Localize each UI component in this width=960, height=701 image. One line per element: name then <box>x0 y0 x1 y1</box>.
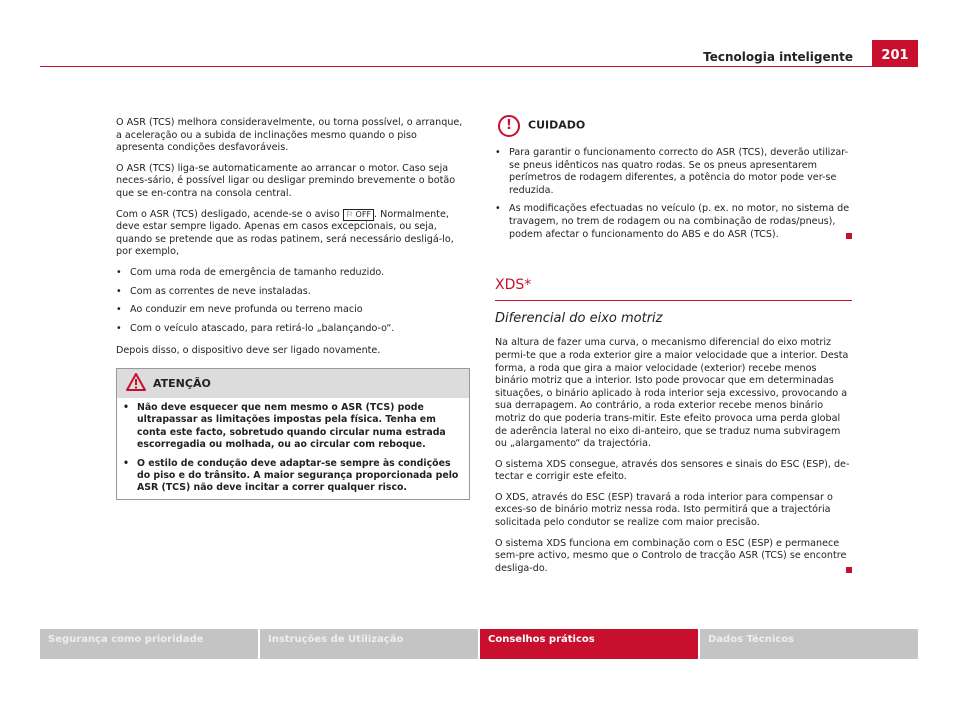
paragraph: O ASR (TCS) melhora consideravelmente, ou torna possível, o arranque, a aceleração ou a subida de inclinações mesmo quando o piso apresenta condições desfavoráveis. <box>116 117 463 154</box>
page-number: 201 <box>872 40 918 67</box>
section-end-marker <box>846 567 852 573</box>
footer-tab-seguranca[interactable]: Segurança como prioridade <box>40 629 258 659</box>
footer-tab-instrucoes[interactable]: Instruções de Utilização <box>260 629 478 659</box>
section-title: XDS* <box>495 279 852 301</box>
paragraph: Com o ASR (TCS) desligado, acende-se o aviso ⚐ OFF . Normalmente, deve estar sempre ligado. Apenas em casos excepcionais, ou seja, quando se pretende que as rodas patinem, será necessário desligá-lo, por exemplo, <box>116 208 454 258</box>
right-column <box>495 117 852 583</box>
paragraph: Na altura de fazer uma curva, o mecanismo diferencial do eixo motriz permi-te que a roda exterior gire a maior velocidade que a interior. Desta forma, a roda que gira a maior velocidade (exterior) recebe menos binário motriz que a interior. Isto pode provocar que em determinadas situações, o binário aplicado à roda interior seja excessivo, provocando a sua derrapagem. Ao contrário, a roda exterior recebe menos binário motriz do que poderia trans-mitir. Este efeito provoca uma perda global de aderência lateral no eixo di-anteiro, que se traduz numa subviragem ou „alargamento“ da trajectória. <box>495 337 849 450</box>
warning-body <box>117 398 469 495</box>
warning-item: • Não deve esquecer que nem mesmo o ASR (TCS) pode ultrapassar as limitações impostas pela física. Tenha em conta este facto, sobretudo quando circular numa estrada escorregadia ou molhada, ou ao circular com reboque. <box>123 402 461 452</box>
header-rule <box>40 66 918 67</box>
list-item: • Ao conduzir em neve profunda ou terreno macio <box>116 304 468 317</box>
section-subtitle: Diferencial do eixo motriz <box>495 310 663 326</box>
warning-triangle-icon <box>126 373 146 391</box>
paragraph: O ASR (TCS) liga-se automaticamente ao arrancar o motor. Caso seja neces-sário, é possível ligar ou desligar premindo brevemente o botão que se en-contra na consola central. <box>116 162 456 199</box>
caution-item: • As modificações efectuadas no veículo (p. ex. no motor, no sistema de travagem, no trem de rodagem ou na combinação de rodas/pneus), podem afectar o funcionamento do ABS e do ASR (TCS). <box>495 203 852 241</box>
paragraph: Depois disso, o dispositivo deve ser ligado novamente. <box>116 345 381 357</box>
caution-header <box>498 115 852 137</box>
left-column <box>116 117 468 366</box>
running-header-title: Tecnologia inteligente <box>703 50 853 64</box>
footer-tab-dados[interactable]: Dados Técnicos <box>700 629 918 659</box>
caution-title: CUIDADO <box>528 118 586 132</box>
warning-box <box>116 368 470 500</box>
caution-list <box>495 147 852 241</box>
asr-off-indicator-icon: ⚐ OFF <box>343 209 374 221</box>
list-item: • Com o veículo atascado, para retirá-lo „balançando-o“. <box>116 323 468 336</box>
list-item: • Com uma roda de emergência de tamanho reduzido. <box>116 267 468 280</box>
caution-item: • Para garantir o funcionamento correcto do ASR (TCS), deverão utilizar-se pneus idênticos nas quatro rodas. Se os pneus apresentarem perímetros de rodagem diferentes, a potência do motor pode ver-se reduzida. <box>495 147 852 197</box>
section-end-marker <box>846 233 852 239</box>
footer-tab-conselhos[interactable]: Conselhos práticos <box>480 629 698 659</box>
warning-item: • O estilo de condução deve adaptar-se sempre às condições do piso e do trânsito. A maior segurança proporcionada pelo ASR (TCS) não deve incitar a correr qualquer risco. <box>123 458 461 495</box>
warning-header <box>117 369 469 398</box>
warning-title: ATENÇÃO <box>153 377 211 390</box>
paragraph: O sistema XDS funciona em combinação com o ESC (ESP) e permanece sem-pre activo, mesmo que o Controlo de tracção ASR (TCS) se encontre desliga-do. <box>495 538 852 576</box>
bullet-list <box>116 267 468 335</box>
list-item: • Com as correntes de neve instaladas. <box>116 286 468 299</box>
paragraph: O XDS, através do ESC (ESP) travará a roda interior para compensar o exces-so de binário motriz nessa roda. Isto permitirá que a trajectória solicitada pelo condutor se realize com maior precisão. <box>495 491 833 529</box>
footer-nav <box>40 629 918 659</box>
caution-icon: ! <box>498 115 520 137</box>
paragraph: O sistema XDS consegue, através dos sensores e sinais do ESC (ESP), de-tectar e corrigir este efeito. <box>495 458 850 483</box>
